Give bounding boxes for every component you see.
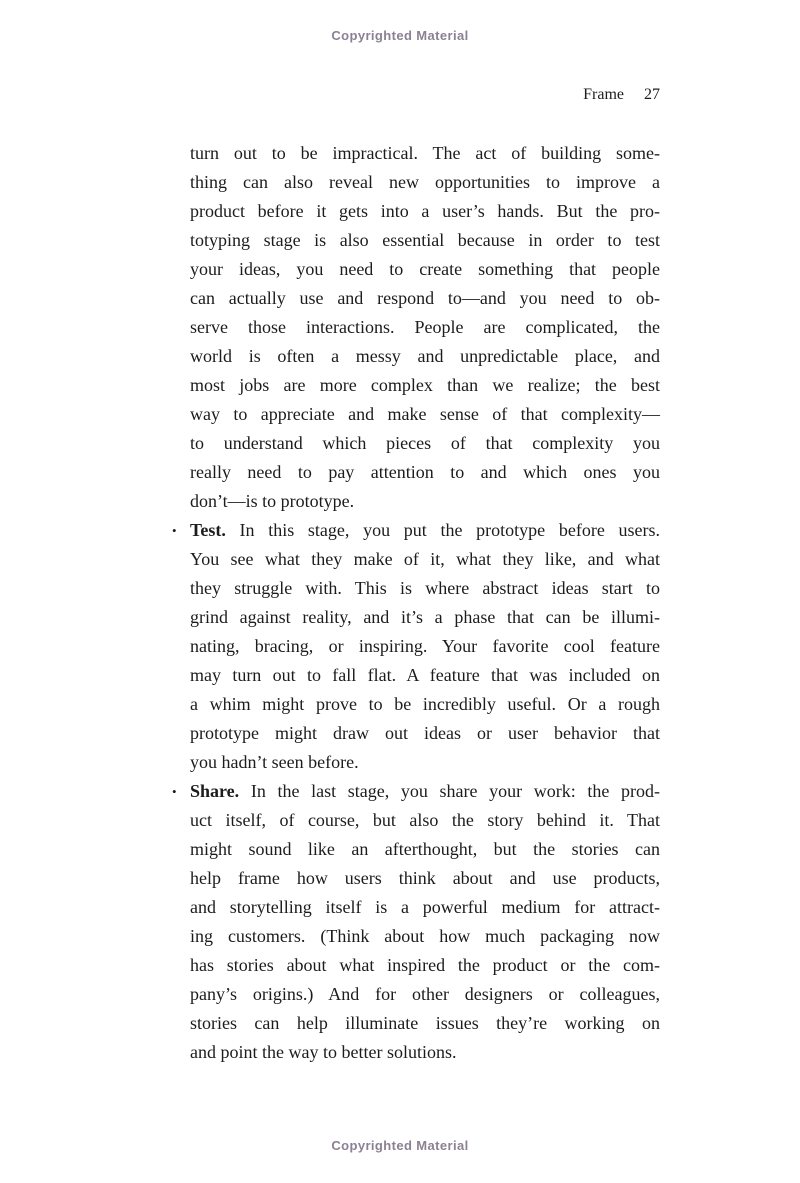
copyright-notice-bottom: Copyrighted Material — [331, 1138, 469, 1153]
text-line: help frame how users think about and use products, — [190, 868, 660, 888]
running-header-title: Frame — [583, 86, 624, 103]
text-line: they struggle with. This is where abstract ideas start to — [190, 578, 660, 598]
text-line: turn out to be impractical. The act of building some- — [190, 143, 660, 163]
text-line: and point the way to better solutions. — [190, 1042, 457, 1062]
text-line: stories can help illuminate issues they’re working on — [190, 1013, 660, 1033]
text-line: You see what they make of it, what they like, and what — [190, 549, 660, 569]
bullet-item — [172, 777, 660, 1067]
text-line: world is often a messy and unpredictable place, and — [190, 346, 660, 366]
text-line: uct itself, of course, but also the story behind it. That — [190, 810, 660, 830]
text-line: most jobs are more complex than we realize; the best — [190, 375, 660, 395]
text-line: has stories about what inspired the product or the com- — [190, 955, 660, 975]
text-line: a whim might prove to be incredibly useful. Or a rough — [190, 694, 660, 714]
paragraph — [190, 139, 660, 516]
text-line: ing customers. (Think about how much packaging now — [190, 926, 660, 946]
text-line: might sound like an afterthought, but the stories can — [190, 839, 660, 859]
text-line: thing can also reveal new opportunities to improve a — [190, 172, 660, 192]
text-line: pany’s origins.) And for other designers or colleagues, — [190, 984, 660, 1004]
text-line: can actually use and respond to—and you need to ob- — [190, 288, 660, 308]
text-line: and storytelling itself is a powerful medium for attract- — [190, 897, 660, 917]
running-header — [583, 86, 660, 104]
text-line: totyping stage is also essential because in order to test — [190, 230, 660, 250]
text-line: you hadn’t seen before. — [190, 752, 359, 772]
text-line: serve those interactions. People are complicated, the — [190, 317, 660, 337]
text-line: way to appreciate and make sense of that complexity— — [190, 404, 660, 424]
page-number: 27 — [644, 86, 660, 103]
text-line: prototype might draw out ideas or user behavior that — [190, 723, 660, 743]
bullet-item — [172, 516, 660, 777]
text-line: to understand which pieces of that complexity you — [190, 433, 660, 453]
bullet-lead: Share. — [190, 781, 240, 801]
text-line: don’t—is to prototype. — [190, 491, 355, 511]
text-line: grind against reality, and it’s a phase that can be illumi- — [190, 607, 660, 627]
bullet-marker: • — [172, 784, 177, 799]
text-line: nating, bracing, or inspiring. Your favorite cool feature — [190, 636, 660, 656]
bullet-marker: • — [172, 523, 177, 538]
body-text — [172, 139, 660, 1067]
text-line: your ideas, you need to create something that people — [190, 259, 660, 279]
text-line: • Share. In the last stage, you share your work: the prod- — [190, 777, 660, 806]
text-line: product before it gets into a user’s hands. But the pro- — [190, 201, 660, 221]
bullet-lead: Test. — [190, 520, 226, 540]
copyright-notice-top: Copyrighted Material — [331, 28, 469, 43]
text-line: may turn out to fall flat. A feature that was included on — [190, 665, 660, 685]
text-line: really need to pay attention to and which ones you — [190, 462, 660, 482]
text-line: • Test. In this stage, you put the prototype before users. — [190, 516, 660, 545]
